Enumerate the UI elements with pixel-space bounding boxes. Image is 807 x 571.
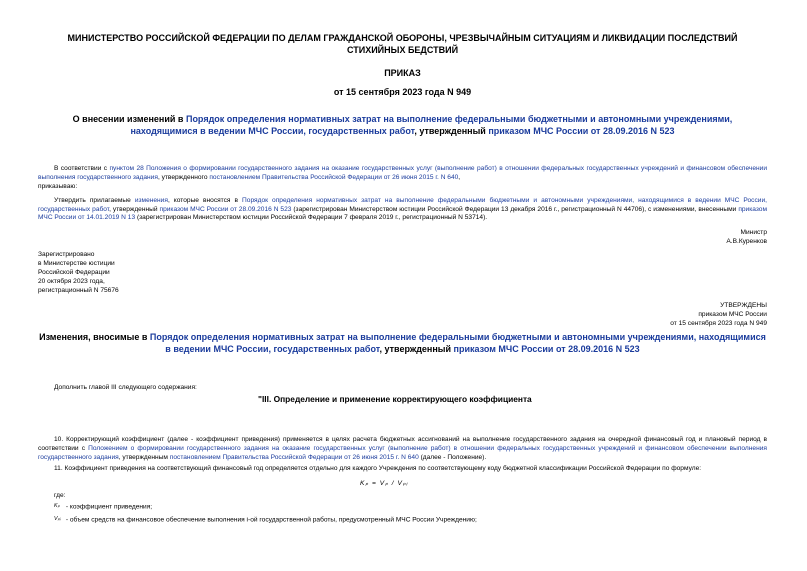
order-title (38, 114, 767, 137)
p2-link-order-13[interactable]: приказом МЧС России от 14.01.2019 N 13 (38, 205, 768, 222)
p1-text-c: , (458, 173, 461, 181)
title-link-procedure[interactable]: Порядок определения нормативных затрат на выполнение федеральными бюджетными и автономными учреждениями, находящимися в ведении МЧС России, государственных работ (130, 114, 733, 136)
definition-2-text: - объем средств на финансовое обеспечение выполнения i-ой государственной работы, предусмотренный МЧС России Учреждению; (64, 516, 477, 524)
preamble (38, 165, 767, 223)
title-prefix: О внесении изменений в (72, 114, 186, 124)
order-heading: ПРИКАЗ (384, 68, 421, 78)
coefficient-symbol: Kₚ (54, 503, 60, 509)
definition-1-text: - коэффициент приведения; (64, 503, 153, 511)
changes-title (38, 332, 767, 355)
definition-1 (54, 503, 767, 512)
registration-line: 20 октября 2023 года, (38, 277, 105, 285)
p2-text-e: (зарегистрирован Министерством юстиции Российской Федерации 7 февраля 2019 г., регистрационный N 53714). (135, 214, 488, 222)
signature-name: А.В.Куренков (726, 237, 767, 245)
title-link-order-523[interactable]: приказом МЧС России от 28.09.2016 N 523 (488, 125, 675, 136)
registration-line: Зарегистрировано (38, 251, 95, 258)
p1-link-point-28[interactable]: пунктом 28 Положения о формировании государственного задания на оказание государственных услуг (выполнение работ) в отношении федеральных государственных учреждений и финансовом обеспечении выполнения государственного задания (38, 165, 768, 181)
registration-line: в Министерстве юстиции (38, 259, 115, 267)
approval-stamp (38, 302, 767, 329)
p10-text-a: 10. Корректирующий коэффициент (далее - коэффициент приведения) применяется в целях расчета бюджетных ассигнований на выполнение государственного задания на очередной финансовый год и плановый период в соответствии с (38, 436, 767, 452)
title2-link-procedure[interactable]: Порядок определения нормативных затрат на выполнение федеральными бюджетными и автономными учреждениями, находящимися в ведении МЧС России, государственных работ (149, 332, 766, 354)
p2-text-c: , утвержденный (109, 205, 160, 213)
p1-text-b: , утвержденного (157, 173, 210, 181)
p2-link-order-523[interactable]: приказом МЧС России от 28.09.2016 N 523 (159, 205, 292, 213)
paragraph-10-text (38, 436, 767, 463)
p2-text-b: , которые вносятся в (167, 196, 243, 204)
paragraph-11: 11. Коэффициент приведения на соответствующий финансовый год определяется отдельно для каждого Учреждения по соответствующему коду бюджетной классификации Российской Федерации по формуле: (54, 464, 702, 472)
where-label: где: (54, 492, 66, 499)
approval-line: УТВЕРЖДЕНЫ (720, 302, 767, 309)
ministry-heading: МИНИСТЕРСТВО РОССИЙСКОЙ ФЕДЕРАЦИИ ПО ДЕЛАМ ГРАЖДАНСКОЙ ОБОРОНЫ, ЧРЕЗВЫЧАЙНЫМ СИТУАЦИЯМ И ЛИКВИДАЦИИ ПОСЛЕДСТВИЙ СТИХИЙНЫХ БЕДСТВИЙ (67, 33, 738, 55)
signature (38, 229, 767, 247)
p1-text-a: В соответствии с (54, 165, 110, 172)
p2-text-d: (зарегистрирован Министерством юстиции Российской Федерации 13 декабря 2016 г., регистрационный N 44706), с изменениями, внесенными (291, 205, 739, 213)
p10-link-resolution-640[interactable]: постановлением Правительства Российской Федерации от 26 июня 2015 г. N 640 (169, 453, 419, 461)
chapter-heading: "III. Определение и применение корректирующего коэффициента (258, 394, 532, 404)
order-date: от 15 сентября 2023 года N 949 (333, 87, 472, 97)
p2-text-a: Утвердить прилагаемые (54, 196, 135, 204)
p2-link-changes[interactable]: изменения (134, 196, 168, 204)
preamble-paragraph-1 (38, 165, 767, 183)
formula: Kₚ = Vₚ / Vₚᵢ (360, 480, 409, 487)
approval-line: от 15 сентября 2023 года N 949 (670, 319, 767, 327)
registration-line: Российской Федерации (38, 268, 110, 276)
paragraph-10 (38, 436, 767, 474)
definition-2 (54, 516, 767, 525)
volume-symbol: Vₚᵢ (54, 516, 61, 522)
add-chapter-note: Дополнить главой III следующего содержания: (54, 384, 197, 391)
approval-line: приказом МЧС России (698, 310, 767, 318)
title-middle: , утвержденный (414, 125, 489, 136)
p10-text-b: , утвержденным (118, 453, 170, 461)
p10-link-regulation[interactable]: Положением о формировании государственного задания на оказание государственных услуг (выполнение работ) в отношении федеральных государственных учреждений и финансовом обеспечении выполнения государственного задания (38, 444, 767, 461)
order-command: приказываю: (38, 182, 78, 190)
signature-role: Министр (740, 229, 767, 236)
p10-text-c: (далее - Положение). (418, 453, 487, 461)
p2-link-procedure[interactable]: Порядок определения нормативных затрат на выполнение федеральными бюджетными и автономными учреждениями, находящимися в ведении МЧС России, государственных работ (38, 196, 767, 213)
preamble-paragraph-2 (38, 197, 767, 224)
title2-prefix: Изменения, вносимые в (39, 332, 150, 342)
title2-middle: , утвержденный (379, 343, 454, 354)
p1-link-resolution-640[interactable]: постановлением Правительства Российской Федерации от 26 июня 2015 г. N 640 (209, 173, 459, 181)
registration-note (38, 251, 767, 295)
registration-line: регистрационный N 75676 (38, 286, 119, 294)
title2-link-order-523[interactable]: приказом МЧС России от 28.09.2016 N 523 (453, 343, 640, 354)
